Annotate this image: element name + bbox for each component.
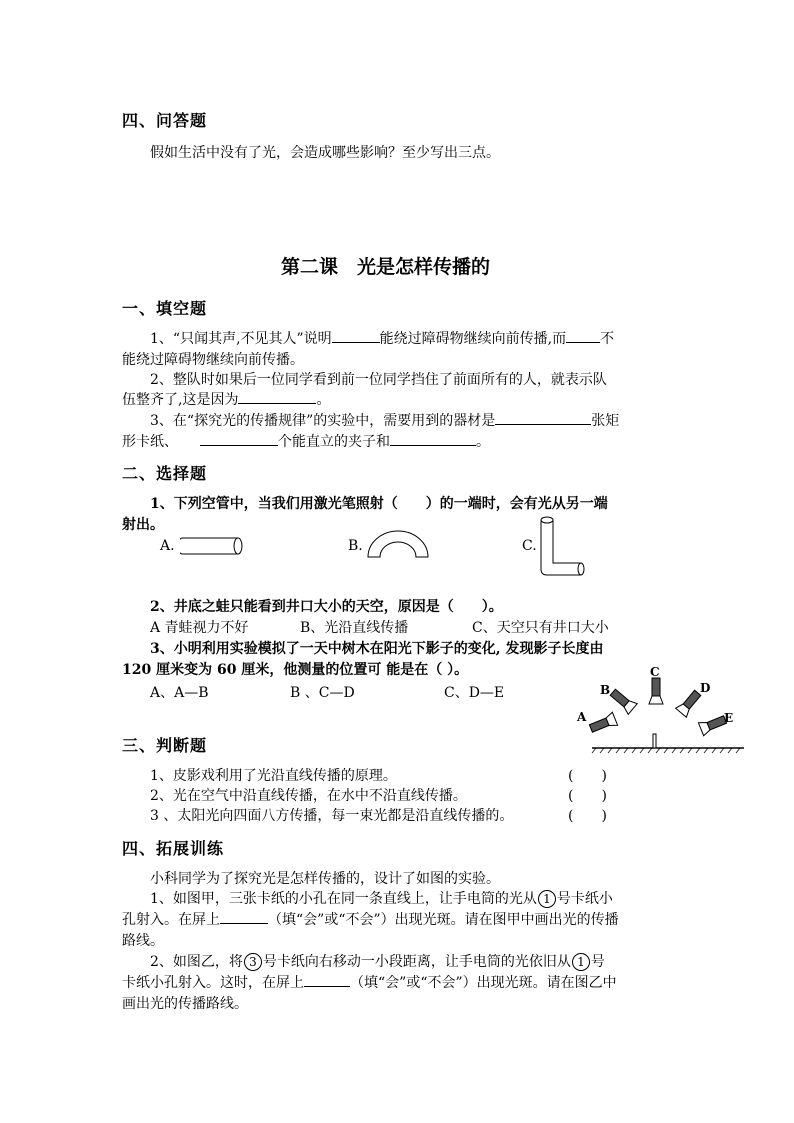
figure-label-e: E — [724, 711, 734, 725]
choice-q1-line1: 1、下列空管中，当我们用激光笔照射（ ）的一端时，会有光从另一端 — [150, 496, 608, 512]
fill-q2-blank[interactable] — [238, 391, 316, 404]
choice-q2-option-a: A 青蛙视力不好 — [150, 620, 249, 636]
choice-q3-line2: 120 厘米变为 60 厘米，他测量的位置可 能是在（ ）。 — [122, 662, 469, 678]
judge-item-3: 3 、太阳光向四面八方传播，每一束光都是沿直线传播的。 — [150, 808, 514, 824]
ext-q2-line2 — [122, 972, 617, 992]
judge-item-1: 1、皮影戏利用了光沿直线传播的原理。 — [150, 768, 397, 784]
fill-q3-text-d: 个能直立的夹子和 — [278, 434, 390, 450]
section-heading-extension: 四、拓展训练 — [122, 839, 225, 858]
ext-q2-blank[interactable] — [304, 974, 350, 987]
section-heading-qa: 四、问答题 — [122, 111, 208, 130]
l-shaped-tube-icon — [537, 513, 589, 579]
judge-answer-3[interactable]: ( ) — [568, 808, 607, 824]
ext-q2-text-e: （填“会”或“不会”）出现光斑。请在图乙中 — [350, 975, 617, 991]
judge-item-2: 2、光在空气中沿直线传播，在水中不沿直线传播。 — [150, 788, 467, 804]
fill-q1-blank1[interactable] — [332, 330, 380, 343]
fill-q3-blank3[interactable] — [390, 433, 476, 446]
ext-q1-line2 — [122, 909, 619, 929]
section-heading-fill: 一、填空题 — [122, 299, 208, 318]
ext-q2-text-a: 2、如图乙，将 — [150, 954, 243, 970]
choice-q1-line2: 射出。 — [122, 517, 164, 533]
ext-q1-text-a: 1、如图甲，三张卡纸的小孔在同一条直线上，让手电筒的光从 — [150, 891, 537, 907]
ext-q1-line3: 路线。 — [122, 933, 164, 949]
choice-q2: 2、井底之蛙只能看到井口大小的天空，原因是（ ）。 — [150, 599, 503, 615]
fill-q1-text-a: 1、“只闻其声,不见其人”说明 — [150, 331, 332, 347]
fill-q2-line2 — [122, 389, 330, 409]
ext-q1-text-b: 号卡纸小 — [556, 891, 613, 907]
ext-q2-line3: 画出光的传播路线。 — [122, 996, 248, 1012]
figure-label-d: D — [700, 681, 711, 695]
lesson-title: 第二课 光是怎样传播的 — [281, 256, 491, 278]
ext-q2-text-d: 卡纸小孔射入。这时，在屏上 — [122, 975, 304, 991]
fill-q3-text-e: 。 — [476, 434, 490, 450]
ext-q2-text-b: 号卡纸向右移动一小段距离，让手电筒的光依旧从 — [262, 954, 571, 970]
ext-q1-text-d: （填“会”或“不会”）出现光斑。请在图甲中画出光的传播 — [268, 912, 619, 928]
ext-q2-line1 — [150, 951, 605, 971]
fill-q3-text-a: 3、在“探究光的传播规律”的实验中，需要用到的器材是 — [150, 413, 496, 429]
ext-q2-text-c: 号 — [590, 954, 605, 970]
choice-q3-line1: 3、小明利用实验模拟了一天中树木在阳光下影子的变化, 发现影子长度由 — [150, 641, 604, 657]
section-heading-judge: 三、判断题 — [122, 736, 208, 755]
fill-q1-blank2[interactable] — [566, 330, 600, 343]
fill-q3-blank2[interactable] — [200, 433, 278, 446]
fill-q1-line1 — [150, 328, 614, 348]
judge-answer-1[interactable]: ( ) — [568, 768, 607, 784]
choice-q1-option-b-label: B. — [348, 538, 363, 554]
choice-q3-option-b: B 、C—D — [290, 685, 355, 701]
choice-q2-option-c: C、天空只有井口大小 — [472, 620, 609, 636]
circled-number-1: 1 — [538, 890, 556, 908]
choice-q1-option-c-label: C. — [522, 538, 537, 554]
figure-label-a: A — [577, 710, 587, 724]
ext-q1-blank[interactable] — [220, 911, 268, 924]
choice-q3-option-c: C、D—E — [444, 685, 505, 701]
choice-q1-option-a-label: A. — [160, 538, 175, 554]
fill-q1-line2: 能绕过障碍物继续向前传播。 — [122, 352, 304, 368]
fill-q3-text-c: 形卡纸、 — [122, 434, 178, 450]
figure-label-c: C — [650, 665, 660, 679]
choice-q2-option-b: B、光沿直线传播 — [300, 620, 409, 636]
fill-q2-line1: 2、整队时如果后一位同学看到前一位同学挡住了前面所有的人，就表示队 — [150, 372, 607, 388]
fill-q1-text-c: 不 — [600, 331, 615, 347]
curved-tube-icon — [366, 527, 430, 561]
figure-label-b: B — [600, 683, 611, 697]
fill-q3-line1 — [150, 410, 619, 430]
straight-tube-icon — [180, 535, 246, 557]
ext-q1-line1 — [150, 888, 613, 908]
qa-question: 假如生活中没有了光，会造成哪些影响？至少写出三点。 — [150, 145, 500, 161]
circled-number-1: 1 — [572, 953, 590, 971]
fill-q3-text-b: 张矩 — [591, 413, 620, 429]
judge-answer-2[interactable]: ( ) — [568, 788, 607, 804]
circled-number-3: 3 — [244, 953, 262, 971]
fill-q2-text-b: 伍整齐了,这是因为 — [122, 392, 239, 408]
section-heading-choice: 二、选择题 — [122, 464, 208, 483]
choice-q3-option-a: A、A—B — [150, 685, 209, 701]
ext-q1-text-c: 孔射入。在屏上 — [122, 912, 220, 928]
fill-q1-text-b: 能绕过障碍物继续向前传播,而 — [379, 331, 567, 347]
ext-intro: 小科同学为了探究光是怎样传播的，设计了如图的实验。 — [150, 871, 500, 887]
fill-q3-blank1[interactable] — [495, 412, 591, 425]
fill-q3-line2 — [122, 431, 490, 451]
flashlight-shadow-figure — [572, 662, 748, 754]
fill-q2-text-c: 。 — [316, 392, 331, 408]
